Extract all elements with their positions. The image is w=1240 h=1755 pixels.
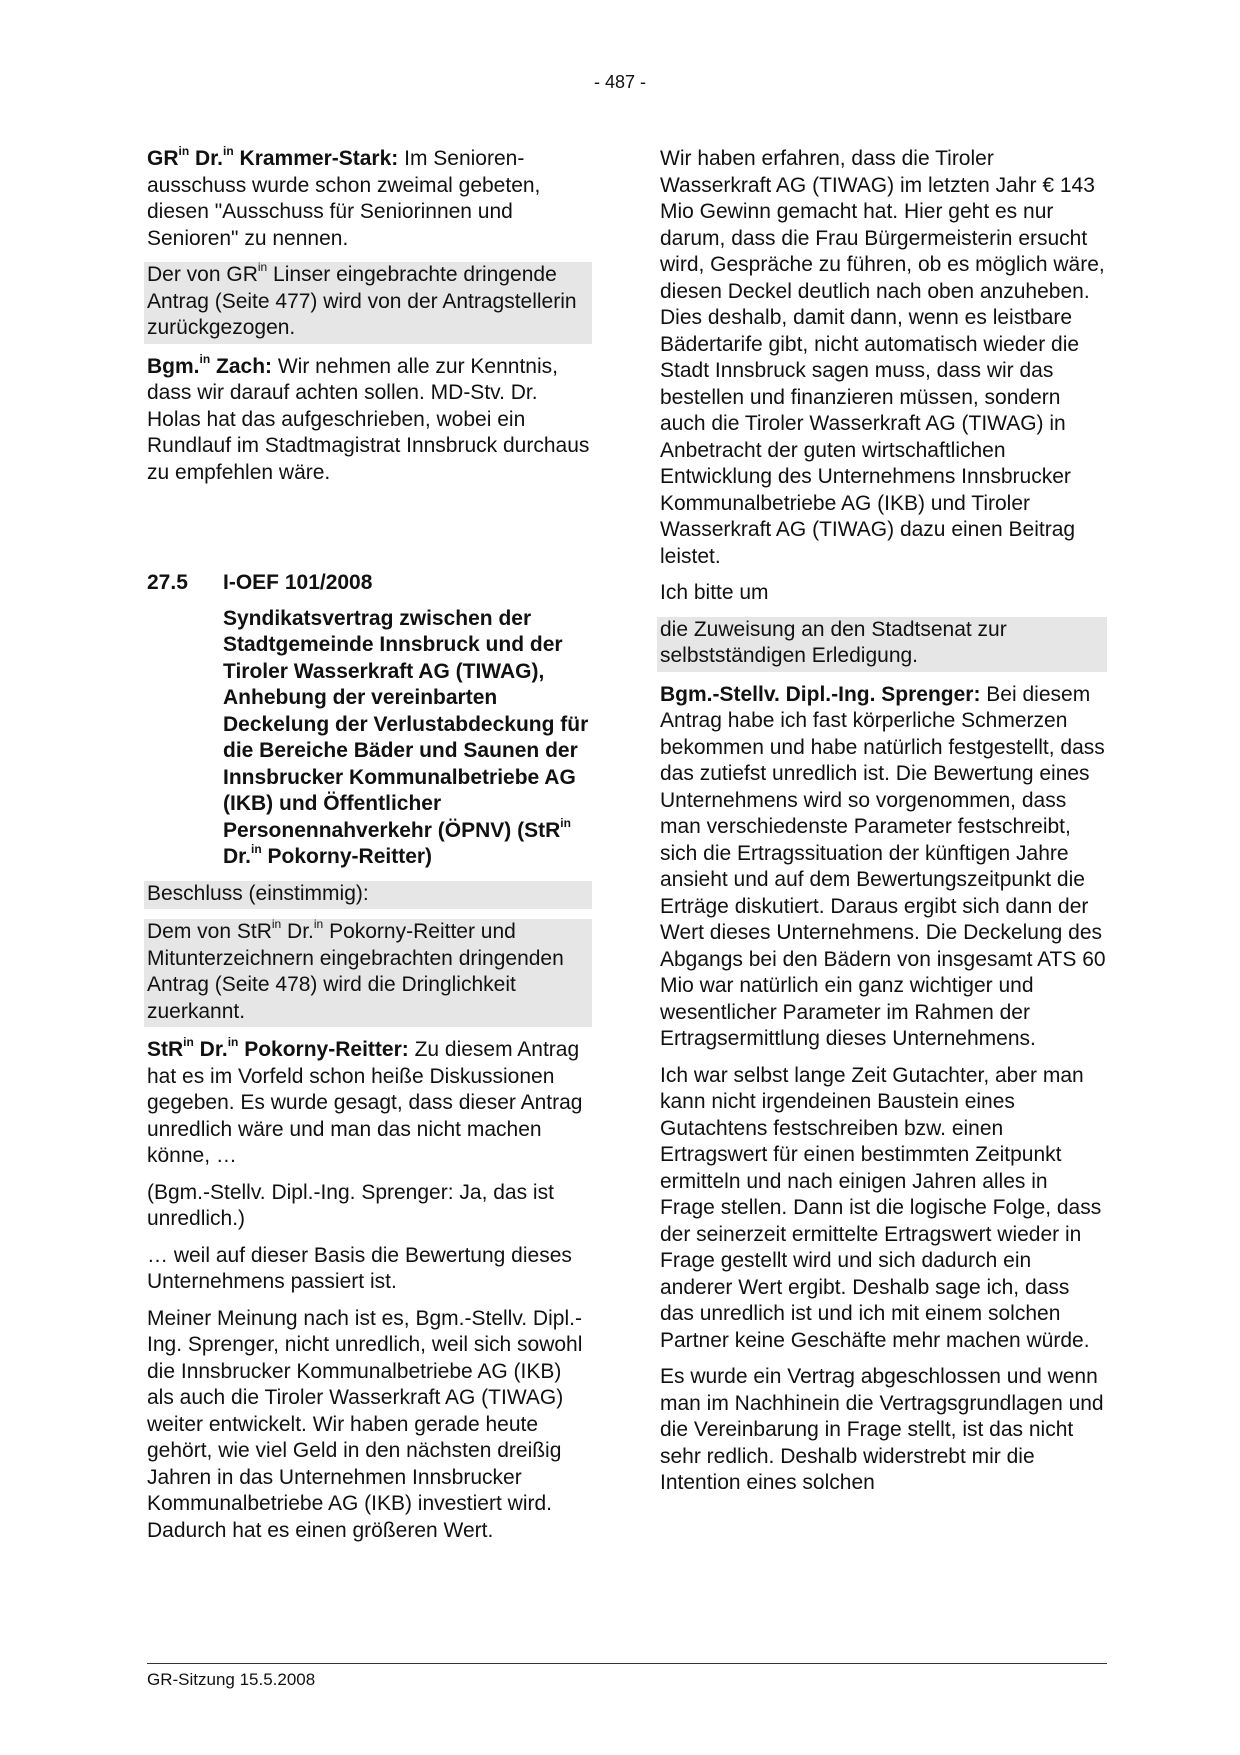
resolution-box-linser: Der von $GR^{in}$ Linser eingebrachte dringende Antrag (Seite 477) wird von der Antragstellerin zurückgezogen. [144, 262, 592, 344]
interjection-sprenger: (Bgm.-Stellv. Dipl.-Ing. Sprenger: Ja, das ist unredlich.) [147, 1180, 554, 1230]
page-number: - 487 - [593, 72, 647, 92]
speaker-name: $GR^{in}$ Dr.$^{in}$ Krammer-Stark: [147, 144, 399, 170]
speech-paragraph: Ich war selbst lange Zeit Gutachter, aber man kann nicht irgendeinen Baustein eines Gutachtens festschreiben bzw. einen Ertragswert für einen bestimmten Zeitpunkt ermitteln und nach einigen Jahren alles in Frage stellen. Dann ist die logische Folge, dass der seinerzeit ermittelte Ertragswert wieder in Frage gestellt wird und sich dadurch ein anderer Wert ergibt. Deshalb sage ich, dass das unredlich ist und ich mit einem solchen Partner keine Geschäfte mehr machen würde. [660, 1063, 1102, 1352]
speech-pokorny-reitter: StR$^{in}$ Dr.$^{in}$ Pokorny-Reitter: Zu diesem Antrag hat es im Vorfeld schon heiße Diskussionen gegeben. Es wurde gesagt, dass dieser Antrag unredlich wäre und man das nicht machen könne, … [147, 1035, 583, 1167]
request-box: die Zuweisung an den Stadtsenat zur selbstständigen Erledigung. [657, 617, 1107, 672]
speaker-name: Bgm.$^{in}$ Zach: [147, 351, 273, 378]
speaker-name: StR$^{in}$ Dr.$^{in}$ Pokorny-Reitter: [147, 1035, 409, 1061]
agenda-item-number: 27.5 [147, 571, 188, 594]
speech-continuation: … weil auf dieser Basis die Bewertung dieses Unternehmens passiert ist. [147, 1243, 572, 1293]
resolution-box-dringlichkeit: Dem von StR$^{in}$ Dr.$^{in}$ Pokorny-Reitter und Mitunterzeichnern eingebrachten dringenden Antrag (Seite 478) wird die Dringlichkeit zuerkannt. [144, 919, 592, 1027]
speech-sprenger: Bgm.-Stellv. Dipl.-Ing. Sprenger: Bei diesem Antrag habe ich fast körperliche Schmerzen bekommen und habe natürlich festgestellt, dass das zutiefst unredlich ist. Die Bewertung eines Unternehmens wird so vorgenommen, dass man verschiedenste Parameter festschreibt, sich die Ertragssituation der künftigen Jahre ansieht und auf dem Bewertungszeitpunkt die Erträge diskutiert. Daraus ergibt sich dann der Wert dieses Unternehmens. Die Deckelung des Abgangs bei den Bädern von insgesamt ATS 60 Mio war natürlich ein ganz wichtiger und wesentlicher Parameter im Rahmen der Ertragsermittlung dieses Unternehmens. [660, 682, 1106, 1050]
speech-paragraph: Wir haben erfahren, dass die Tiroler Wasserkraft AG (TIWAG) im letzten Jahr € 143 Mio Gewinn gemacht hat. Hier geht es nur darum, dass die Frau Bürgermeisterin ersucht wird, Gespräche zu führen, ob es möglich wäre, diesen Deckel deutlich nach oben anzuheben. Dies deshalb, damit dann, wenn es leistbare Bädertarife gibt, nicht automatisch wieder die Stadt Innsbruck sagen muss, dass wir das bestellen und finanzieren müssen, sondern auch die Tiroler Wasserkraft AG (TIWAG) in Anbetracht der guten wirtschaftlichen Entwicklung des Unternehmens Innsbrucker Kommunalbetriebe AG (IKB) und Tiroler Wasserkraft AG (TIWAG) dazu einen Beitrag leistet. [660, 147, 1105, 568]
agenda-item-title: Syndikatsvertrag zwischen der Stadtgemeinde Innsbruck und der Tiroler Wasserkraft AG (TIWAG), Anhebung der vereinbarten Deckelung der Verlustabdeckung für die Bereiche Bäder und Saunen der Innsbrucker Kommunalbetriebe AG (IKB) und Öffentlicher Personennahverkehr (ÖPNV) (StR$^{in}$ Dr.$^{in}$ Pokorny-Reitter) [223, 606, 589, 868]
agenda-item-heading [147, 570, 592, 597]
speech-zach: Bgm.$^{in}$ Zach: Wir nehmen alle zur Kenntnis, dass wir darauf achten sollen. MD-Stv. Dr. Holas hat das aufgeschrieben, wobei ein Rundlauf im Stadtmagistrat Innsbruck durchaus zu empfehlen wäre. [147, 351, 590, 484]
footer-session-date: GR-Sitzung 15.5.2008 [147, 1670, 316, 1689]
speaker-name: Bgm.-Stellv. Dipl.-Ing. Sprenger: [660, 682, 981, 706]
left-column [147, 146, 592, 1554]
resolution-label-box: Beschluss (einstimmig): [144, 881, 592, 910]
request-intro: Ich bitte um [660, 581, 769, 604]
speech-paragraph: Meiner Meinung nach ist es, Bgm.-Stellv. Dipl.-Ing. Sprenger, nicht unredlich, weil sich sowohl die Innsbrucker Kommunalbetriebe AG (IKB) als auch die Tiroler Wasserkraft AG (TIWAG) weiter entwickelt. Wir haben gerade heute gehört, wie viel Geld in den nächsten dreißig Jahren in das Unternehmen Innsbrucker Kommunalbetriebe AG (IKB) investiert wird. Dadurch hat es einen größeren Wert. [147, 1306, 583, 1542]
footer-divider [147, 1663, 1107, 1664]
speech-paragraph: Es wurde ein Vertrag abgeschlossen und wenn man im Nachhinein die Vertragsgrundlagen und die Vereinbarung in Frage stellt, ist das nicht sehr redlich. Deshalb widerstrebt mir die Intention eines solchen [660, 1365, 1104, 1494]
speech-krammer-stark: $GR^{in}$ Dr.$^{in}$ Krammer-Stark: Im Senioren-ausschuss wurde schon zweimal gebeten, diesen "Ausschuss für Seniorinnen und Senioren" zu nennen. [147, 144, 541, 250]
right-column [660, 146, 1107, 1507]
agenda-item-code: I-OEF 101/2008 [223, 571, 373, 594]
